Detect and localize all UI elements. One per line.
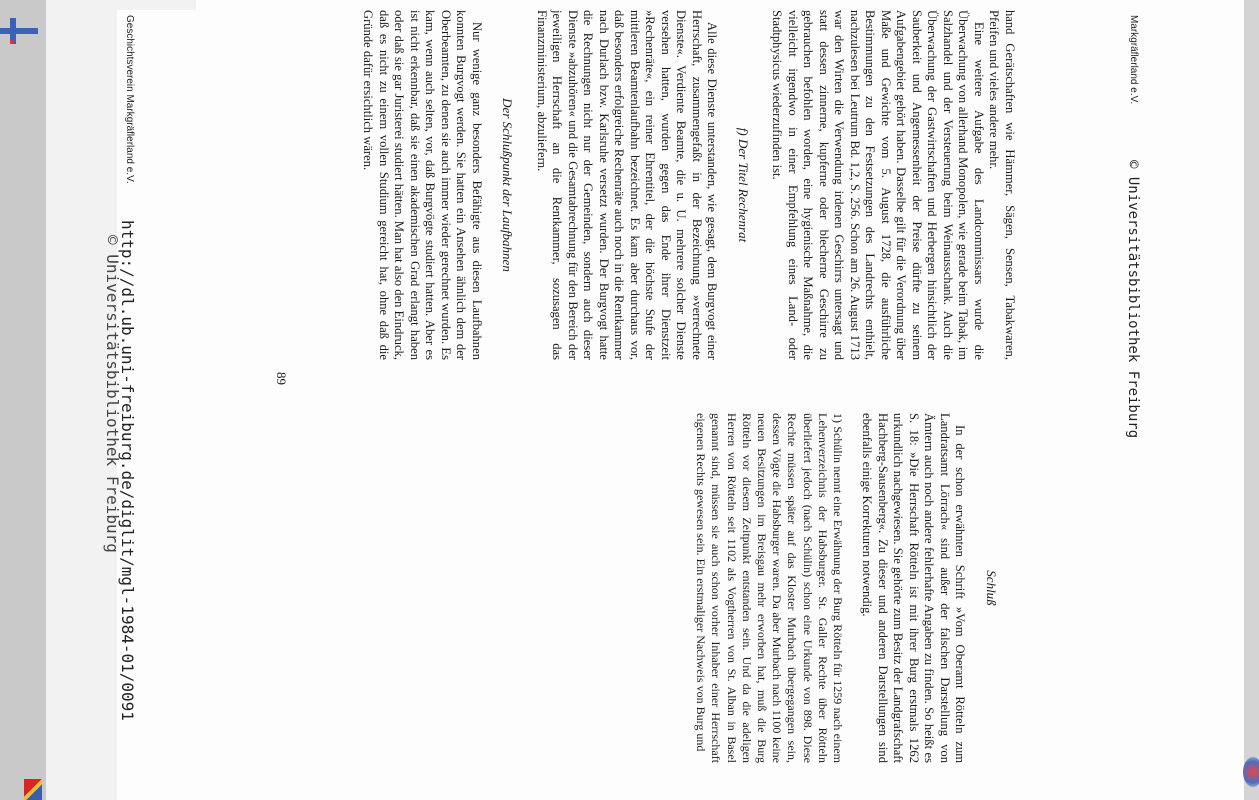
top-copyright-cut: © Universitätsbibliothek Freiburg <box>1125 160 1141 439</box>
text-column-right <box>693 413 1017 763</box>
paragraph: Alle diese Dienste unterstanden, wie gesagt, dem Burgvogt einer Herrschaft, zusammengefaßt in der Bezeichnung »verrechnete Dienste«. Verdiente Beamte, die u. U. mehrere solcher Dienste versehen hatten, wurden gegen das Ende ihrer Dienstzeit »Rechenräte«, ein reiner Ehrentitel, der die höchste Stufe der mittleren Beamtenlaufbahn bezeichnet. Es kam aber durchaus vor, daß besonders erfolgreiche Rechenräte auch noch in die Rentkammer nach Durlach bzw. Karlsruhe versetzt wurden. Der Burgvogt hatte die Rechnungen nicht nur der Gemeinden, sondern auch dieser Dienste »abzuhören« und die Gesamtabrechnung für den Bereich der jeweiligen Herrschaft an die Rentkammer, sozusagen das Finanzministerium, abzuliefern. <box>535 10 720 360</box>
paragraph: hand Gerätschaften wie Hämmer, Sägen, Sensen, Tabakwaren, Pfeifen und vieles andere mehr. <box>987 10 1017 360</box>
publisher-label: Geschichtsverein Markgräflerland e.V. <box>124 15 135 184</box>
document-url[interactable]: http://dl.ub.uni-freiburg.de/diglit/mgl-1984-01/0091 <box>118 220 137 721</box>
section-heading: f) Der Titel Rechenrat <box>736 127 751 243</box>
page-number: 89 <box>274 372 289 385</box>
paragraph: In der schon erwähnten Schrift »Vom Oberamt Rötteln zum Landratsamt Lörrach« sind außer der falschen Darstellung von Ämtern auch noch andere fehlerhafte Angaben zu finden. So heißt es S. 18: »Die Herrschaft Rötteln ist mit ihrer Burg erstmals 1262 urkundlich nachgewiesen. Sie gehörte zum Besitz der Landgrafschaft Hachberg-Sausenberg«. Zu dieser und anderen Darstellungen sind ebenfalls einige Korrekturen notwendig. <box>860 413 968 763</box>
paragraph: Nur wenige ganz besonders Befähigte aus diesen Laufbahnen konnten Burgvogt werden. Sie hatten ein Ansehen ähnlich dem der Oberbeamten, zu denen sie auch immer wieder gerechnet wurden. Es kam, wenn auch selten, vor, daß Burgvögte studiert hatten. Aber es ist nicht erkennbar, daß sie einen akademischen Grad erlangt haben oder daß sie gar Juristerei studiert hätten. Man hat also den Eindruck, daß es nicht zu einem vollen Studium gereicht hat, ohne daß die Gründe dafür ersichtlich wären. <box>361 10 484 360</box>
corner-logo-icon <box>1243 757 1259 787</box>
footnote: 1) Schülin nennt eine Erwähnung der Burg Rötteln für 1259 nach einem Lehenverzeichnis der Habsburger. St. Galler Rechte über Rötteln überliefert jedoch (nach Schülin) schon eine Urkunde von 898. Diese Rechte müssen später auf das Kloster Murbach übergegangen sein, dessen Vögte die Habsburger waren. Da aber Murbach nach 1100 keine neuen Besitzungen im Breisgau mehr erworben hat, muß die Burg Rötteln vor diesem Zeitpunkt entstanden sein. Und da die adeligen Herren von Rötteln seit 1102 als Vogtherren von St. Alban in Basel genannt sind, müssen sie auch schon vorher Inhaber einer Herrschaft eigenen Rechts gewesen sein. Ein erstmaliger Nachweis von Burg und <box>694 413 845 763</box>
right-publisher-cut: Markgräflerland e.V. <box>1128 15 1139 105</box>
paragraph: Eine weitere Aufgabe des Landcommissars wurde die Überwachung von allerhand Monopolen, wie gerade beim Tabak, im Salzhandel und der Versteuerung beim Weinausschank. Auch die Überwachung der Gastwirtschaften und Herbergen hinsichtlich der Sauberkeit und Angemessenheit der Preise dürfte zu seinem Aufgabengebiet gehört haben. Dasselbe gilt für die Verordnung über Maße und Gewichte vom 5. August 1728, die ausführliche Bestimmungen zu den Festsetzungen des Landrechts enthielt, nachzulesen bei Leutrum Bd. 1,2, S. 256. Schon am 26. August 1713 war den Wirten die Verwendung irdenen Geschirrs untersagt und statt dessen zinnerne, kupferne oder blecherne Geschirre zu gebrauchen befohlen worden, eine hygienische Maßnahme, die vielleicht irgendwo in einer Empfehlung eines Land- oder Stadtphysicus wiederzufinden ist. <box>770 10 986 360</box>
viewer-right-edge <box>1244 0 1259 800</box>
section-heading: Schluß <box>984 570 999 606</box>
text-column-left <box>360 10 1017 360</box>
coat-of-arms-icon <box>24 779 42 800</box>
viewer-logo-icon <box>0 28 38 34</box>
viewer-logo-icon-accent <box>10 40 14 44</box>
section-heading: Der Schlußpunkt der Laufbahnen <box>500 98 516 272</box>
viewer-left-toolbar <box>0 0 46 800</box>
scanned-page <box>103 10 1141 800</box>
copyright-notice: © Universitätsbibliothek Freiburg <box>103 235 122 553</box>
